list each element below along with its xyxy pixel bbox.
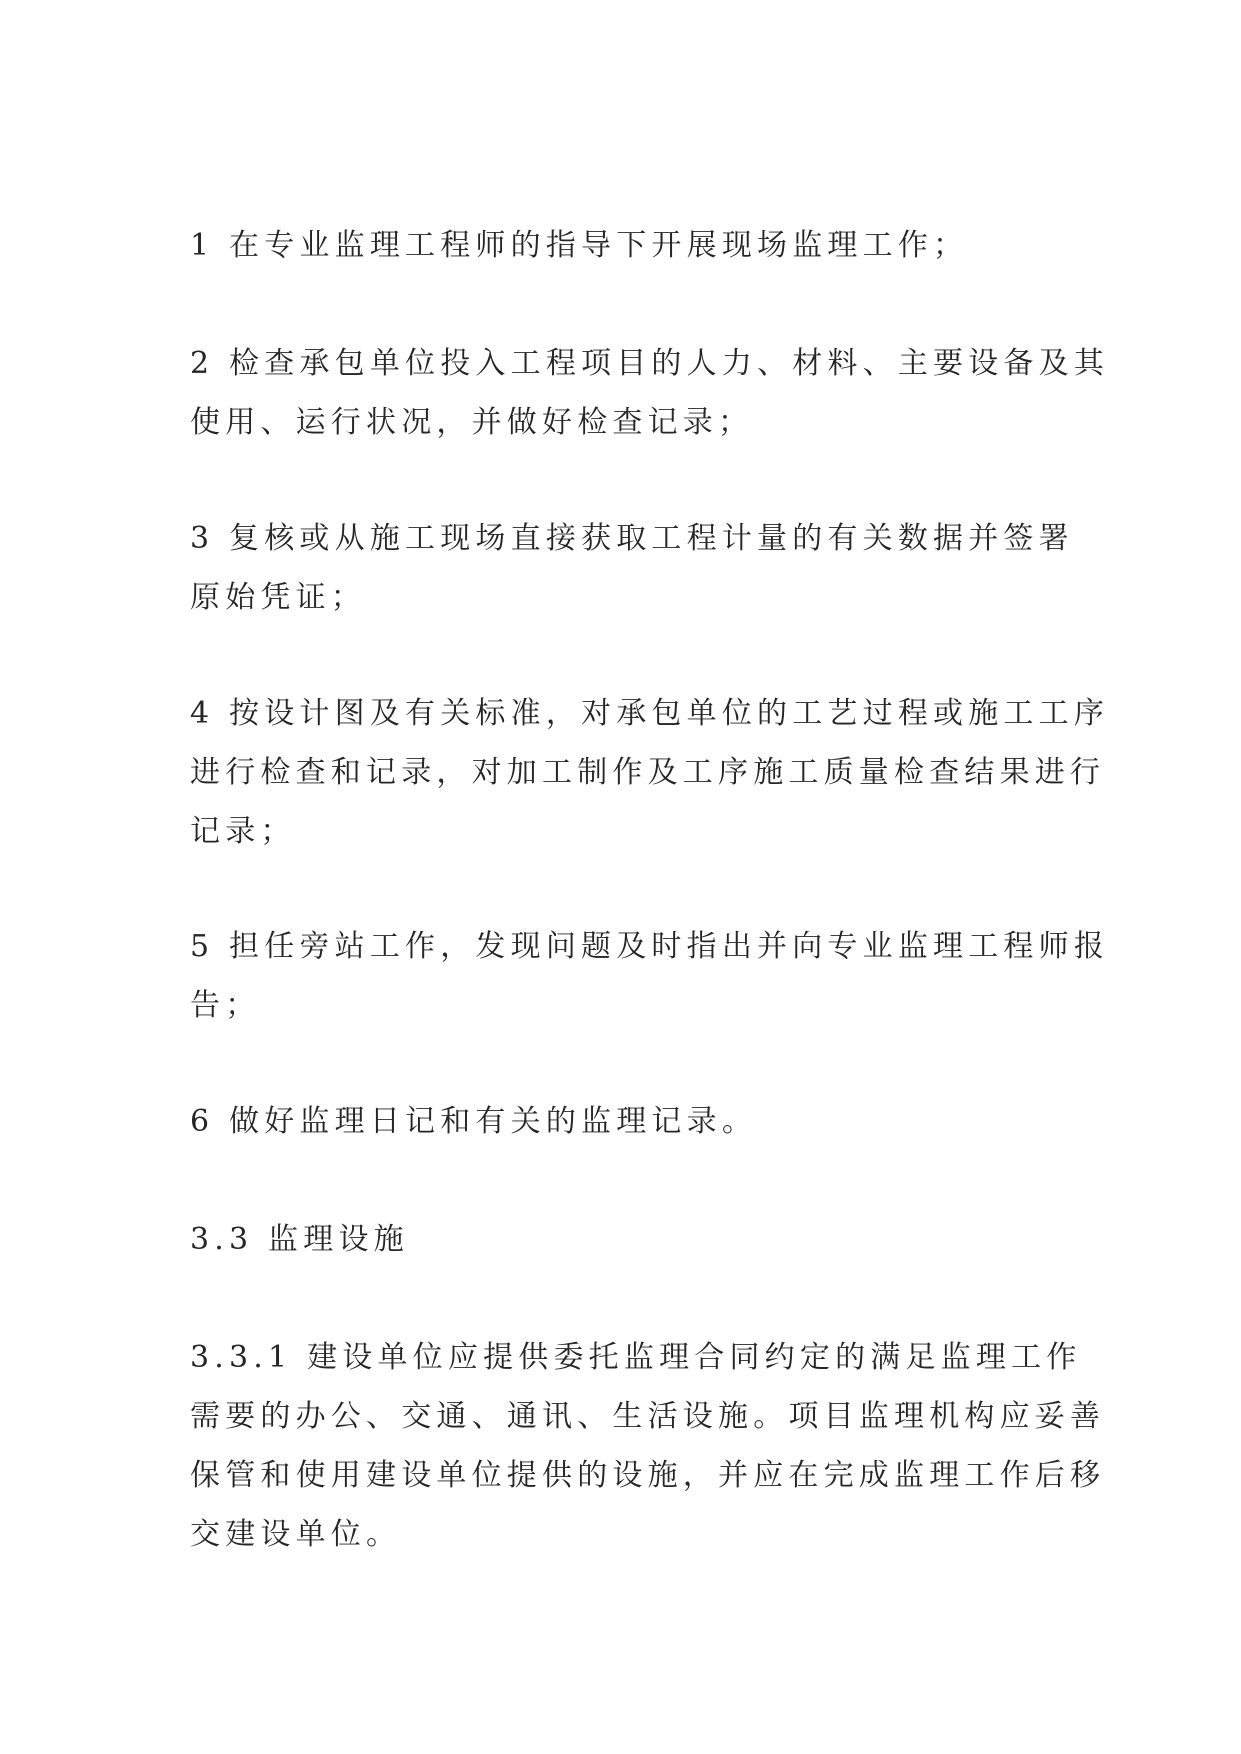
text-line: 6 做好监理日记和有关的监理记录。 xyxy=(190,1104,758,1139)
text-line: 1 在专业监理工程师的指导下开展现场监理工作； xyxy=(190,228,969,263)
text-line: 使用、运行状况，并做好检查记录； xyxy=(190,405,754,440)
paragraph-duty-6 xyxy=(190,1092,1070,1151)
text-line: 5 担任旁站工作，发现问题及时指出并向专业监理工程师报 xyxy=(190,929,1110,964)
paragraph-duty-3 xyxy=(190,509,1074,627)
section-heading-3-3 xyxy=(190,1210,1070,1269)
paragraph-duty-1 xyxy=(190,216,1070,275)
paragraph-duty-2 xyxy=(190,334,1110,452)
text-line: 4 按设计图及有关标准，对承包单位的工艺过程或施工工序 xyxy=(190,696,1110,731)
text-line: 保管和使用建设单位提供的设施，并应在完成监理工作后移 xyxy=(190,1458,1106,1493)
text-line: 2 检查承包单位投入工程项目的人力、材料、主要设备及其 xyxy=(190,346,1110,381)
text-line: 原始凭证； xyxy=(190,580,366,615)
text-line: 3 复核或从施工现场直接获取工程计量的有关数据并签署 xyxy=(190,521,1074,556)
text-line: 交建设单位。 xyxy=(190,1517,402,1552)
text-line: 3.3.1 建设单位应提供委托监理合同约定的满足监理工作 xyxy=(190,1340,1082,1375)
paragraph-duty-4 xyxy=(190,684,1110,861)
text-line: 记录； xyxy=(190,814,296,849)
text-line: 需要的办公、交通、通讯、生活设施。项目监理机构应妥善 xyxy=(190,1399,1106,1434)
heading-text: 3.3 监理设施 xyxy=(190,1222,409,1257)
text-line: 告； xyxy=(190,988,261,1023)
paragraph-3-3-1 xyxy=(190,1328,1106,1564)
text-line: 进行检查和记录，对加工制作及工序施工质量检查结果进行 xyxy=(190,755,1106,790)
paragraph-duty-5 xyxy=(190,917,1110,1035)
